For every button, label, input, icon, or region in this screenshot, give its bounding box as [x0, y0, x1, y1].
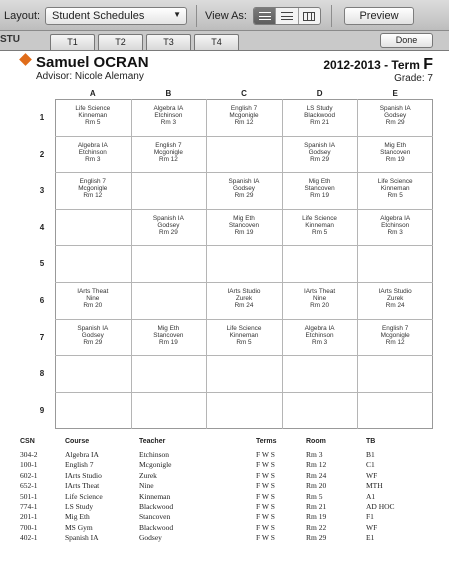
course-course: Algebra IA: [65, 450, 99, 459]
grid-divider: [55, 245, 433, 246]
schedule-cell: [282, 319, 358, 356]
cell-course: Spanish IA: [379, 105, 411, 112]
course-tb: WF: [366, 470, 378, 480]
header-tb: TB: [366, 438, 376, 445]
cell-teacher: Mcgonigle: [380, 331, 410, 339]
course-teacher: Blackwood: [139, 502, 174, 511]
cell-course: Life Science: [377, 178, 413, 186]
course-course: Mig Eth: [65, 512, 90, 522]
cell-room: Rm 3: [387, 228, 403, 236]
column-header: C: [241, 89, 247, 98]
course-terms: F W S: [256, 533, 275, 543]
schedule-cell: [206, 172, 282, 209]
course-csn: 652-1: [20, 481, 38, 491]
period-number: 5: [39, 259, 45, 269]
course-tb: AD HOC: [366, 502, 395, 511]
course-teacher: Mcgonigle: [139, 460, 172, 470]
schedule-cell: [357, 99, 433, 136]
course-room: Rm 12: [306, 460, 327, 470]
cell-course: LS Study: [306, 105, 333, 112]
period-number: 9: [39, 405, 45, 415]
cell-room: Rm 5: [311, 228, 328, 236]
course-tb: F1: [366, 512, 374, 522]
course-csn: 774-1: [20, 502, 38, 511]
cell-teacher: Godsey: [308, 148, 331, 156]
preview-button[interactable]: Preview: [344, 7, 414, 25]
cell-course: English 7: [382, 324, 409, 332]
cell-room: Rm 20: [83, 302, 103, 309]
cell-course: Algebra IA: [77, 141, 108, 149]
schedule-cell: [131, 136, 207, 173]
course-csn: 201-1: [20, 512, 38, 522]
course-room: Rm 29: [306, 533, 327, 543]
cell-teacher: Stancoven: [304, 185, 335, 193]
cell-course: Algebra IA: [153, 105, 184, 112]
cell-room: Rm 19: [158, 338, 178, 346]
course-tb: A1: [366, 491, 376, 501]
course-csn: 304-2: [20, 450, 38, 459]
course-teacher: Godsey: [139, 533, 162, 543]
schedule-cell: [55, 282, 131, 319]
course-csn: 100-1: [20, 460, 38, 470]
cell-course: English 7: [79, 178, 106, 186]
cell-room: Rm 12: [83, 192, 103, 200]
cell-room: Rm 5: [85, 119, 101, 126]
course-course: LS Study: [65, 502, 94, 511]
tab-t3[interactable]: T3: [146, 34, 191, 50]
toolbar-divider: [331, 5, 332, 27]
cell-teacher: Mcgonigle: [153, 148, 183, 156]
schedule-cell: [282, 136, 358, 173]
cell-teacher: Kinneman: [229, 331, 259, 339]
cell-room: Rm 19: [385, 155, 405, 163]
period-number: 1: [39, 113, 45, 122]
course-course: English 7: [65, 460, 94, 470]
schedule-cell: [55, 319, 131, 356]
table-view-icon: [303, 12, 315, 21]
cell-room: Rm 12: [385, 338, 405, 346]
cell-course: Spanish IA: [304, 141, 336, 149]
tab-bar: [0, 31, 449, 51]
course-room: Rm 3: [306, 450, 323, 459]
course-room: Rm 22: [306, 522, 327, 532]
cell-room: Rm 29: [158, 228, 178, 236]
cell-room: Rm 5: [387, 192, 403, 200]
course-course: MS Gym: [65, 522, 93, 532]
course-room: Rm 24: [306, 470, 327, 480]
schedule-cell: [357, 282, 433, 319]
cell-teacher: Mcgonigle: [78, 185, 108, 193]
cell-teacher: Nine: [86, 295, 100, 302]
cell-course: IArts Studio: [378, 288, 412, 295]
course-csn: 402-1: [20, 533, 38, 543]
chevron-down-icon: ▼: [173, 10, 181, 19]
grid-divider: [206, 99, 207, 429]
cell-teacher: Blackwood: [304, 112, 336, 119]
course-csn: 501-1: [20, 491, 38, 501]
cell-teacher: Stancoven: [380, 148, 411, 156]
cell-room: Rm 21: [310, 119, 329, 126]
period-number: 3: [39, 186, 45, 196]
cell-room: Rm 24: [385, 302, 405, 309]
tab-t2[interactable]: T2: [98, 34, 143, 50]
cell-room: Rm 29: [234, 192, 254, 200]
schedule-cell: [206, 282, 282, 319]
schedule-cell: [55, 136, 131, 173]
stu-label: STU: [0, 34, 20, 45]
cell-course: English 7: [230, 105, 258, 112]
done-button[interactable]: Done: [380, 33, 433, 48]
course-terms: F W S: [256, 512, 275, 522]
cell-teacher: Stancoven: [228, 221, 260, 229]
course-teacher: Kinneman: [139, 491, 171, 501]
course-course: IArts Theat: [65, 481, 100, 491]
cell-room: Rm 12: [234, 119, 254, 126]
course-terms: F W S: [256, 522, 275, 532]
layout-select[interactable]: [45, 7, 187, 25]
course-course: IArts Studio: [65, 470, 102, 480]
form-view-icon: [259, 12, 271, 20]
toolbar-divider: [196, 5, 197, 27]
cell-course: Algebra IA: [304, 324, 335, 332]
schedule-cell: [357, 319, 433, 356]
schedule-cell: [131, 99, 207, 136]
schedule-cell: [357, 172, 433, 209]
course-room: Rm 20: [306, 481, 327, 491]
cell-course: Mig Eth: [308, 178, 331, 186]
cell-teacher: Godsey: [232, 185, 255, 193]
cell-course: Life Science: [302, 214, 337, 222]
form-view-button[interactable]: [254, 8, 276, 24]
header-room: Room: [306, 438, 326, 445]
period-number: 6: [39, 296, 45, 305]
course-csn: 602-1: [20, 470, 38, 480]
period-number: 8: [39, 369, 45, 379]
column-header: E: [392, 89, 398, 98]
course-terms: F W S: [256, 491, 275, 501]
cell-course: Spanish IA: [152, 214, 184, 222]
schedule-cell: [282, 172, 358, 209]
grid-divider: [55, 392, 433, 393]
table-view-button[interactable]: [299, 8, 320, 24]
header-csn: CSN: [20, 438, 35, 445]
cell-room: Rm 29: [310, 155, 329, 163]
cell-room: Rm 19: [234, 228, 254, 236]
student-name: Samuel OCRAN: [36, 54, 149, 71]
schedule-cell: [357, 136, 433, 173]
cell-teacher: Kinneman: [380, 185, 410, 193]
column-header: A: [89, 89, 96, 98]
period-number: 4: [39, 222, 45, 232]
schedule-cell: [282, 99, 358, 136]
view-as-toggle: [253, 7, 321, 25]
schedule-cell: [55, 172, 131, 209]
schedule-cell: [55, 99, 131, 136]
schedule-cell: [282, 209, 358, 246]
course-teacher: Zurek: [139, 470, 157, 480]
tab-t4[interactable]: T4: [194, 34, 239, 50]
grid-divider: [55, 355, 433, 356]
advisor: Advisor: Nicole Alemany: [36, 71, 144, 82]
header-terms: Terms: [256, 438, 277, 445]
cell-room: Rm 3: [85, 155, 101, 163]
cell-course: English 7: [155, 141, 182, 149]
cell-room: Rm 29: [83, 338, 103, 346]
header-course: Course: [65, 438, 90, 445]
column-header: B: [165, 89, 172, 98]
term-heading: [323, 56, 433, 74]
course-terms: F W S: [256, 450, 275, 459]
period-number: 7: [39, 332, 45, 342]
cell-room: Rm 24: [234, 302, 254, 309]
schedule-cell: [206, 209, 282, 246]
cell-course: Mig Eth: [233, 214, 255, 222]
period-number: 2: [39, 149, 45, 159]
cell-room: Rm 29: [385, 119, 405, 126]
year-term: 2012-2013 - Term: [323, 58, 420, 72]
course-room: Rm 21: [306, 502, 327, 511]
cell-course: Life Science: [75, 105, 111, 112]
cell-teacher: Kinneman: [78, 112, 108, 119]
grade-level: Grade: 7: [394, 73, 433, 84]
cell-course: Spanish IA: [77, 324, 109, 332]
cell-course: IArts Theat: [304, 288, 336, 295]
schedule-cell: [131, 209, 207, 246]
cell-teacher: Zurek: [387, 295, 404, 302]
tab-t1[interactable]: T1: [50, 34, 95, 50]
course-teacher: Etchinson: [139, 450, 169, 459]
cell-course: IArts Theat: [77, 288, 109, 295]
course-tb: MTH: [366, 481, 383, 491]
course-terms: F W S: [256, 460, 275, 470]
cell-room: Rm 3: [311, 338, 328, 346]
course-teacher: Blackwood: [139, 522, 174, 532]
cell-teacher: Etchinson: [381, 221, 410, 229]
cell-course: Mig Eth: [384, 141, 407, 149]
cell-teacher: Etchinson: [154, 112, 183, 119]
cell-teacher: Mcgonigle: [229, 112, 259, 119]
cell-teacher: Etchinson: [305, 331, 334, 339]
cell-teacher: Etchinson: [78, 148, 107, 156]
cell-room: Rm 3: [160, 119, 177, 126]
cell-teacher: Godsey: [81, 331, 104, 339]
cell-room: Rm 19: [310, 192, 329, 200]
course-csn: 700-1: [20, 522, 38, 532]
cell-teacher: Kinneman: [305, 221, 334, 229]
column-header: D: [316, 89, 323, 98]
cell-teacher: Zurek: [235, 295, 253, 302]
list-view-icon: [281, 12, 293, 20]
list-view-button[interactable]: [276, 8, 298, 24]
schedule-cell: [357, 209, 433, 246]
course-terms: F W S: [256, 481, 275, 491]
course-terms: F W S: [256, 470, 275, 480]
cell-course: Mig Eth: [157, 324, 180, 332]
schedule-cell: [206, 99, 282, 136]
course-course: Spanish IA: [65, 533, 99, 543]
cell-course: Life Science: [226, 324, 262, 332]
cell-teacher: Nine: [313, 295, 327, 302]
toolbar: [0, 0, 449, 31]
course-tb: E1: [366, 533, 375, 543]
layout-select-value: Student Schedules: [52, 10, 145, 22]
course-course: Life Science: [65, 491, 103, 501]
cell-room: Rm 5: [236, 338, 252, 346]
cell-teacher: Godsey: [157, 221, 180, 229]
cell-teacher: Godsey: [384, 112, 407, 119]
course-tb: B1: [366, 450, 375, 459]
view-as-label: View As:: [205, 10, 247, 22]
course-terms: F W S: [256, 502, 275, 511]
schedule-cell: [282, 282, 358, 319]
schedule-cell: [131, 319, 207, 356]
course-tb: C1: [366, 460, 375, 470]
cell-course: IArts Studio: [227, 288, 261, 295]
cell-teacher: Stancoven: [153, 331, 184, 339]
cell-course: Algebra IA: [380, 214, 411, 222]
course-teacher: Stancoven: [139, 512, 171, 522]
cell-room: Rm 20: [310, 302, 329, 309]
cell-course: Spanish IA: [228, 178, 260, 186]
course-tb: WF: [366, 522, 378, 532]
term-letter: F: [423, 56, 433, 73]
schedule-cell: [206, 319, 282, 356]
diamond-icon: [19, 53, 32, 66]
course-room: Rm 5: [306, 491, 323, 501]
course-teacher: Nine: [139, 481, 154, 491]
cell-room: Rm 12: [158, 155, 178, 163]
layout-label: Layout:: [4, 10, 41, 22]
course-room: Rm 19: [306, 512, 327, 522]
header-teacher: Teacher: [139, 438, 166, 445]
